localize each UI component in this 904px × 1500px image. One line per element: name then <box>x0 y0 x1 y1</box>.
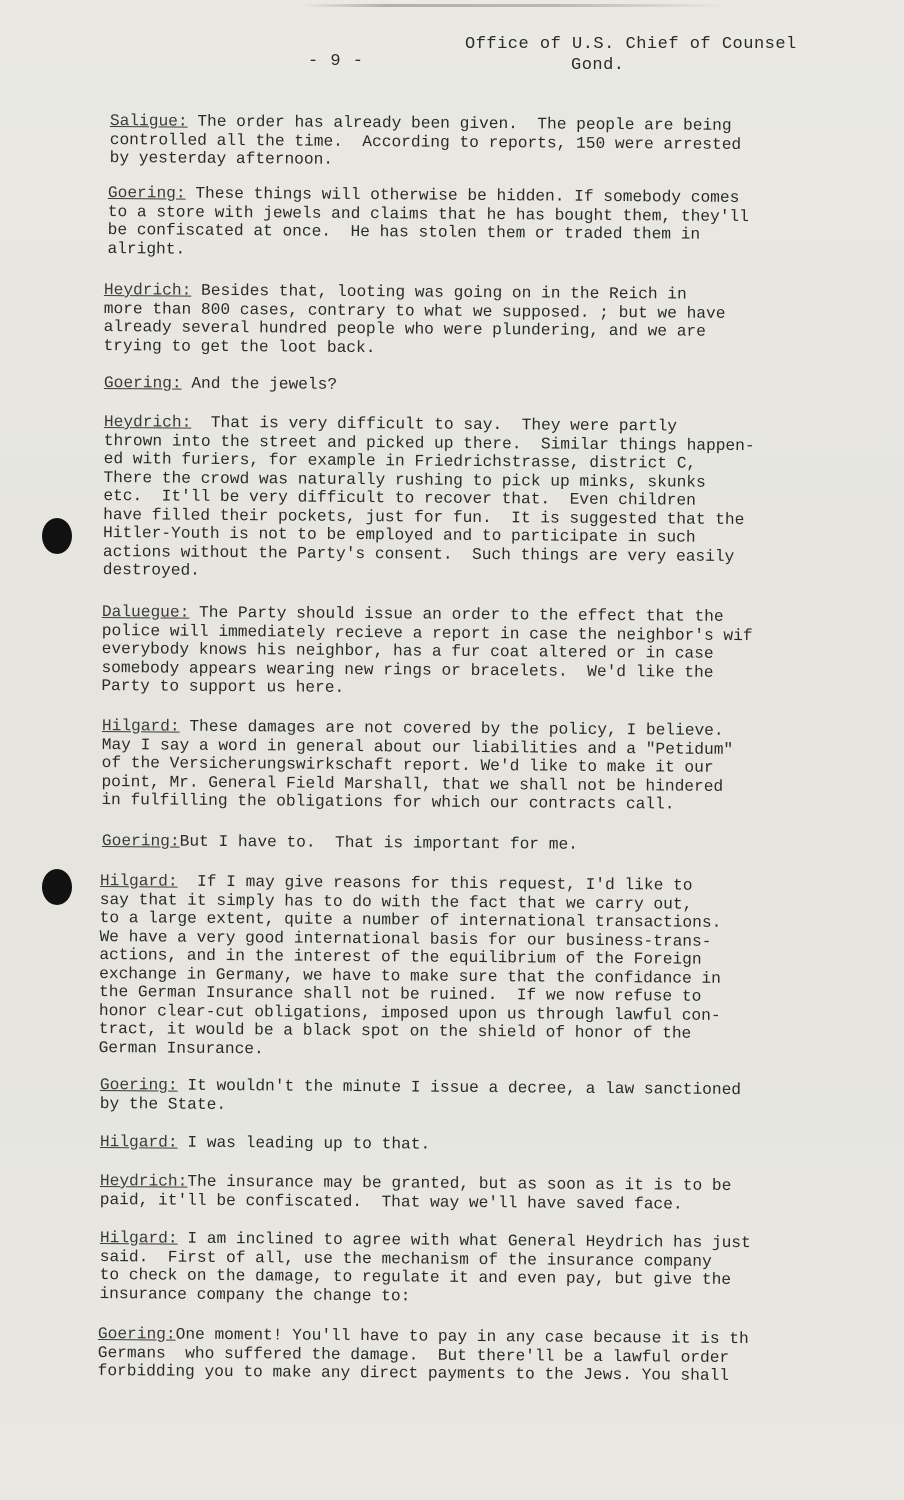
speaker-name: Hilgard: <box>101 717 180 736</box>
paragraph-text: That is very difficult to say. They were partly thrown into the street and picked up there. Similar things happen- ed with furiers, for example in Friedrichstrasse, district C, There the crowd was naturally rushing to pick up minks, skunks etc. It'll be very difficult to recover that. Even children have filled their pockets, just for fun. It is suggested that the Hitler-Youth is not to be employed and to participate in such actions without the Party's consent. Such things are very easily destroyed. <box>102 413 755 580</box>
paragraph <box>110 112 880 174</box>
paragraph <box>100 1133 870 1158</box>
speaker-name: Hilgard: <box>99 872 178 891</box>
paragraph-text: The order has already been given. The people are being controlled all the time. According to reports, 150 were arrested by yesterday afternoon. <box>109 112 742 169</box>
punch-hole-lower <box>42 869 72 905</box>
paragraph <box>101 603 872 702</box>
paragraph <box>100 1076 870 1119</box>
speaker-name: Heydrich: <box>99 1172 188 1191</box>
paragraph-text: I was leading up to that. <box>177 1133 431 1154</box>
speaker-name: Heydrich: <box>103 413 192 432</box>
paragraph <box>99 1229 870 1309</box>
paragraph <box>103 281 874 361</box>
speaker-name: Hilgard: <box>99 1229 178 1248</box>
paragraph-text: I am inclined to agree with what General Heydrich has just said. First of all, use the mechanism of the insurance company to check on the damage, to regulate it and even pay, but give the insurance company the change to: <box>99 1229 751 1305</box>
paragraph-text: The insurance may be granted, but as soon as it is to be paid, it'll be confiscated. That way we'll have saved face. <box>99 1172 732 1214</box>
speaker-name: Goering: <box>97 1325 176 1344</box>
paragraph <box>104 374 874 399</box>
speaker-name: Goering: <box>107 184 186 203</box>
paragraph <box>99 872 870 1063</box>
paragraph-text: It wouldn't the minute I issue a decree, a law sanctioned by the State. <box>99 1076 742 1114</box>
office-line-1: Office of U.S. Chief of Counsel <box>465 35 797 54</box>
paragraph-text: These things will otherwise be hidden. If somebody comes to a store with jewels and claims that he has bought them, they'll be confiscated at once. He has stolen them or traded them in alright. <box>107 184 749 259</box>
speaker-name: Hilgard: <box>99 1133 178 1152</box>
paragraph <box>101 717 872 816</box>
speaker-name: Saligue: <box>109 112 188 131</box>
paragraph-text: The Party should issue an order to the effect that the police will immediately recieve a report in case the neighbor's wif everybody knows his neighbor, has a fur coat altered or in case somebody appears wearing new rings or bracelets. We'd like the Party to support us here. <box>101 603 753 697</box>
office-line-2: Gond. <box>571 56 625 75</box>
paragraph <box>103 413 874 586</box>
paragraph-text: Besides that, looting was going on in the Reich in more than 800 cases, contrary to what we supposed. ; but we have already several hundred people who were plundering, and we are trying to get the loot back. <box>103 281 726 357</box>
paragraph <box>107 184 878 264</box>
speaker-name: Daluegue: <box>101 603 190 622</box>
speaker-name: Goering: <box>99 1076 178 1095</box>
speaker-name: Goering: <box>101 832 180 851</box>
paragraph-text: And the jewels? <box>181 374 338 394</box>
page-number: - 9 - <box>308 52 365 71</box>
paragraph <box>98 1325 868 1387</box>
paragraph-text: If I may give reasons for this request, I'd like to say that it simply has to do with the fact that we carry out, to a large extent, quite a number of international transactions. We have a very good international basis for our business-trans- actions, and in the interest of the equilibrium of the Foreign exchange in Germany, we have to make sure that the confidance in the German Insurance shall not be ruined. If we now refuse to honor clear-cut obligations, imposed upon us through lawful con- tract, it would be a black spot on the shield of honor of the German Insurance. <box>98 872 722 1058</box>
paragraph-text: But I have to. That is important for me. <box>179 832 578 854</box>
paragraph <box>100 1172 870 1215</box>
paragraph-text: One moment! You'll have to pay in any case because it is th Germans who suffered the damage. But there'll be a lawful order forbidding you to make any direct payments to the Jews. You shall <box>97 1325 749 1385</box>
office-header <box>465 34 797 76</box>
speaker-name: Heydrich: <box>103 281 192 300</box>
top-edge-mark <box>300 4 730 7</box>
paragraph-text: These damages are not covered by the policy, I believe. May I say a word in general about our liabilities and a "Petidum" of the Versicherungswirkschaft report. We'd like to make it our point, Mr. General Field Marshall, that we shall not be hindered in fulfilling the obligations for which our contracts call. <box>101 717 734 814</box>
speaker-name: Goering: <box>103 374 182 393</box>
paragraph <box>102 832 872 857</box>
punch-hole-upper <box>42 518 72 554</box>
